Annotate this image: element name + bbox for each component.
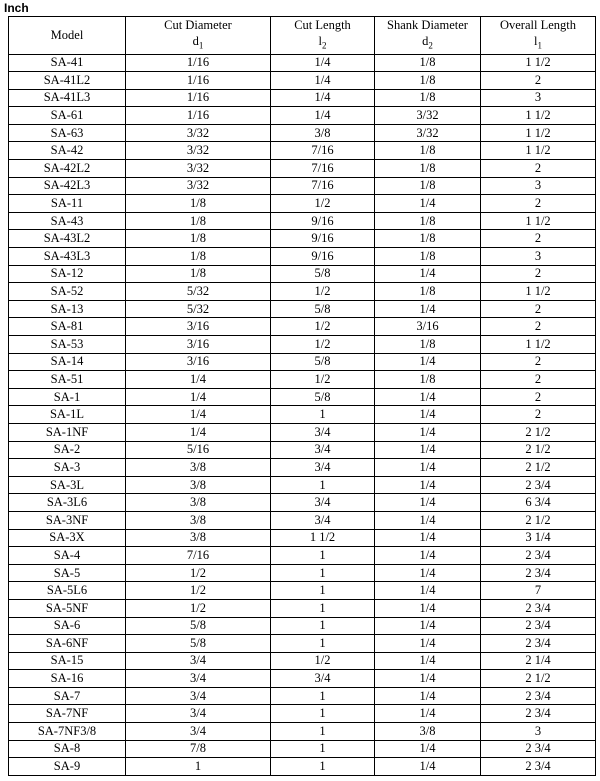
overall-length-cell: 2 <box>481 160 596 178</box>
table-row <box>9 529 596 547</box>
overall-length-cell: 2 <box>481 353 596 371</box>
overall-length-cell: 2 1/2 <box>481 511 596 529</box>
header-symbol: $l_1$ <box>534 34 542 51</box>
table-row <box>9 388 596 406</box>
overall-length-cell: 1 1/2 <box>481 283 596 301</box>
cut-diameter-cell: 1/8 <box>126 212 271 230</box>
shank-diameter-cell: 1/4 <box>375 582 481 600</box>
table-row <box>9 124 596 142</box>
cut-diameter-cell: 3/8 <box>126 494 271 512</box>
model-cell: SA-41L3 <box>9 89 126 107</box>
table-row <box>9 177 596 195</box>
cut-diameter-cell: 1/8 <box>126 265 271 283</box>
model-cell: SA-51 <box>9 371 126 389</box>
table-row <box>9 300 596 318</box>
table-row <box>9 195 596 213</box>
shank-diameter-cell: 1/4 <box>375 635 481 653</box>
cut-length-cell: 1/4 <box>271 72 375 90</box>
cut-length-cell: 1 <box>271 564 375 582</box>
cut-length-cell: 5/8 <box>271 265 375 283</box>
shank-diameter-cell: 1/8 <box>375 336 481 354</box>
cut-length-cell: 1 <box>271 582 375 600</box>
cut-length-cell: 1 <box>271 406 375 424</box>
model-cell: SA-42L3 <box>9 177 126 195</box>
overall-length-cell: 1 1/2 <box>481 142 596 160</box>
header-label: Cut Diameter <box>164 18 232 32</box>
cut-length-cell: 3/4 <box>271 511 375 529</box>
model-cell: SA-3 <box>9 459 126 477</box>
cut-diameter-cell: 3/4 <box>126 705 271 723</box>
header-row <box>9 17 596 55</box>
header-label: Overall Length <box>499 18 576 32</box>
overall-length-cell: 2 3/4 <box>481 705 596 723</box>
table-row <box>9 547 596 565</box>
shank-diameter-cell: 1/4 <box>375 599 481 617</box>
cut-diameter-cell: 1/4 <box>126 371 271 389</box>
cut-length-cell: 1 <box>271 687 375 705</box>
cut-diameter-cell: 1/16 <box>126 54 271 72</box>
cut-diameter-cell: 1/2 <box>126 582 271 600</box>
table-row <box>9 142 596 160</box>
cut-diameter-cell: 7/8 <box>126 740 271 758</box>
table-body <box>9 54 596 775</box>
table-row <box>9 353 596 371</box>
cut-diameter-cell: 1/16 <box>126 72 271 90</box>
header-overall-length <box>481 17 596 55</box>
cut-diameter-cell: 5/8 <box>126 635 271 653</box>
cut-length-cell: 1/2 <box>271 652 375 670</box>
model-cell: SA-2 <box>9 441 126 459</box>
overall-length-cell: 2 <box>481 195 596 213</box>
shank-diameter-cell: 1/4 <box>375 670 481 688</box>
shank-diameter-cell: 1/4 <box>375 758 481 776</box>
cut-diameter-cell: 3/32 <box>126 124 271 142</box>
cut-length-cell: 1 1/2 <box>271 529 375 547</box>
shank-diameter-cell: 3/32 <box>375 124 481 142</box>
table-row <box>9 476 596 494</box>
model-cell: SA-11 <box>9 195 126 213</box>
overall-length-cell: 2 <box>481 318 596 336</box>
table-row <box>9 212 596 230</box>
cut-diameter-cell: 3/16 <box>126 336 271 354</box>
overall-length-cell: 1 1/2 <box>481 54 596 72</box>
table-row <box>9 318 596 336</box>
overall-length-cell: 2 3/4 <box>481 758 596 776</box>
overall-length-cell: 3 1/4 <box>481 529 596 547</box>
model-cell: SA-41 <box>9 54 126 72</box>
shank-diameter-cell: 1/8 <box>375 283 481 301</box>
table-row <box>9 723 596 741</box>
cut-length-cell: 1 <box>271 723 375 741</box>
cut-diameter-cell: 3/32 <box>126 177 271 195</box>
cut-diameter-cell: 1/4 <box>126 406 271 424</box>
shank-diameter-cell: 1/4 <box>375 353 481 371</box>
cut-diameter-cell: 1/8 <box>126 230 271 248</box>
shank-diameter-cell: 1/4 <box>375 547 481 565</box>
shank-diameter-cell: 1/8 <box>375 54 481 72</box>
cut-diameter-cell: 3/4 <box>126 670 271 688</box>
cut-diameter-cell: 3/32 <box>126 142 271 160</box>
table-row <box>9 459 596 477</box>
overall-length-cell: 2 3/4 <box>481 547 596 565</box>
shank-diameter-cell: 3/8 <box>375 723 481 741</box>
overall-length-cell: 2 3/4 <box>481 687 596 705</box>
shank-diameter-cell: 1/4 <box>375 564 481 582</box>
shank-diameter-cell: 1/4 <box>375 300 481 318</box>
shank-diameter-cell: 1/4 <box>375 265 481 283</box>
model-cell: SA-3L <box>9 476 126 494</box>
cut-length-cell: 1 <box>271 476 375 494</box>
model-cell: SA-15 <box>9 652 126 670</box>
shank-diameter-cell: 1/4 <box>375 441 481 459</box>
cut-length-cell: 1/2 <box>271 371 375 389</box>
table-row <box>9 406 596 424</box>
header-label: Shank Diameter <box>387 18 468 32</box>
overall-length-cell: 2 1/2 <box>481 670 596 688</box>
overall-length-cell: 3 <box>481 248 596 266</box>
overall-length-cell: 2 3/4 <box>481 635 596 653</box>
table-row <box>9 599 596 617</box>
header-cut-diameter <box>126 17 271 55</box>
overall-length-cell: 2 3/4 <box>481 564 596 582</box>
cut-length-cell: 1 <box>271 617 375 635</box>
table-row <box>9 740 596 758</box>
cut-diameter-cell: 3/8 <box>126 529 271 547</box>
shank-diameter-cell: 1/8 <box>375 371 481 389</box>
cut-length-cell: 3/4 <box>271 423 375 441</box>
overall-length-cell: 1 1/2 <box>481 124 596 142</box>
cut-diameter-cell: 3/16 <box>126 353 271 371</box>
shank-diameter-cell: 3/16 <box>375 318 481 336</box>
model-cell: SA-5L6 <box>9 582 126 600</box>
table-row <box>9 582 596 600</box>
model-cell: SA-3L6 <box>9 494 126 512</box>
model-cell: SA-52 <box>9 283 126 301</box>
cut-length-cell: 3/8 <box>271 124 375 142</box>
table-row <box>9 758 596 776</box>
shank-diameter-cell: 1/4 <box>375 511 481 529</box>
cut-length-cell: 1 <box>271 635 375 653</box>
table-row <box>9 371 596 389</box>
cut-length-cell: 9/16 <box>271 248 375 266</box>
overall-length-cell: 2 <box>481 388 596 406</box>
model-cell: SA-13 <box>9 300 126 318</box>
model-cell: SA-9 <box>9 758 126 776</box>
table-row <box>9 617 596 635</box>
table-row <box>9 670 596 688</box>
model-cell: SA-6NF <box>9 635 126 653</box>
overall-length-cell: 1 1/2 <box>481 107 596 125</box>
cut-diameter-cell: 1/2 <box>126 564 271 582</box>
table-row <box>9 230 596 248</box>
header-label: Cut Length <box>294 18 351 32</box>
cut-length-cell: 3/4 <box>271 670 375 688</box>
cut-length-cell: 5/8 <box>271 353 375 371</box>
overall-length-cell: 2 <box>481 406 596 424</box>
cut-length-cell: 1 <box>271 547 375 565</box>
overall-length-cell: 2 1/2 <box>481 441 596 459</box>
cut-length-cell: 1/2 <box>271 195 375 213</box>
table-row <box>9 160 596 178</box>
cut-diameter-cell: 1/2 <box>126 599 271 617</box>
shank-diameter-cell: 1/4 <box>375 740 481 758</box>
shank-diameter-cell: 1/8 <box>375 230 481 248</box>
shank-diameter-cell: 3/32 <box>375 107 481 125</box>
cut-diameter-cell: 1/16 <box>126 107 271 125</box>
header-symbol: $l_2$ <box>318 34 327 51</box>
shank-diameter-cell: 1/8 <box>375 89 481 107</box>
shank-diameter-cell: 1/4 <box>375 195 481 213</box>
cut-length-cell: 1 <box>271 599 375 617</box>
model-cell: SA-3NF <box>9 511 126 529</box>
cut-diameter-cell: 3/16 <box>126 318 271 336</box>
cut-length-cell: 1 <box>271 705 375 723</box>
shank-diameter-cell: 1/4 <box>375 476 481 494</box>
model-cell: SA-5NF <box>9 599 126 617</box>
model-cell: SA-81 <box>9 318 126 336</box>
table-caption: Inch <box>4 1 29 15</box>
table-row <box>9 283 596 301</box>
cut-length-cell: 1/4 <box>271 89 375 107</box>
overall-length-cell: 2 1/2 <box>481 423 596 441</box>
shank-diameter-cell: 1/8 <box>375 72 481 90</box>
cut-diameter-cell: 3/4 <box>126 723 271 741</box>
cut-length-cell: 1/2 <box>271 318 375 336</box>
shank-diameter-cell: 1/4 <box>375 529 481 547</box>
overall-length-cell: 2 <box>481 371 596 389</box>
model-cell: SA-12 <box>9 265 126 283</box>
cut-diameter-cell: 1/8 <box>126 248 271 266</box>
model-cell: SA-5 <box>9 564 126 582</box>
cut-length-cell: 3/4 <box>271 441 375 459</box>
header-symbol: $d_1$ <box>192 34 204 51</box>
model-cell: SA-14 <box>9 353 126 371</box>
model-cell: SA-1NF <box>9 423 126 441</box>
table-row <box>9 635 596 653</box>
model-cell: SA-4 <box>9 547 126 565</box>
table-row <box>9 687 596 705</box>
overall-length-cell: 7 <box>481 582 596 600</box>
model-cell: SA-63 <box>9 124 126 142</box>
cut-diameter-cell: 1 <box>126 758 271 776</box>
cut-diameter-cell: 7/16 <box>126 547 271 565</box>
overall-length-cell: 2 <box>481 72 596 90</box>
table-row <box>9 336 596 354</box>
cut-length-cell: 7/16 <box>271 142 375 160</box>
spec-table <box>8 16 596 776</box>
cut-diameter-cell: 3/8 <box>126 459 271 477</box>
shank-diameter-cell: 1/8 <box>375 248 481 266</box>
cut-diameter-cell: 5/32 <box>126 300 271 318</box>
overall-length-cell: 1 1/2 <box>481 336 596 354</box>
table-row <box>9 54 596 72</box>
overall-length-cell: 2 <box>481 265 596 283</box>
cut-diameter-cell: 1/16 <box>126 89 271 107</box>
overall-length-cell: 2 3/4 <box>481 617 596 635</box>
cut-length-cell: 1/4 <box>271 107 375 125</box>
cut-length-cell: 7/16 <box>271 177 375 195</box>
cut-diameter-cell: 5/8 <box>126 617 271 635</box>
overall-length-cell: 6 3/4 <box>481 494 596 512</box>
model-cell: SA-43L3 <box>9 248 126 266</box>
cut-diameter-cell: 3/4 <box>126 687 271 705</box>
cut-diameter-cell: 1/4 <box>126 423 271 441</box>
table-row <box>9 652 596 670</box>
table-row <box>9 705 596 723</box>
model-cell: SA-43 <box>9 212 126 230</box>
model-cell: SA-8 <box>9 740 126 758</box>
header-shank-diameter <box>375 17 481 55</box>
table-row <box>9 72 596 90</box>
shank-diameter-cell: 1/4 <box>375 652 481 670</box>
shank-diameter-cell: 1/4 <box>375 406 481 424</box>
shank-diameter-cell: 1/8 <box>375 160 481 178</box>
shank-diameter-cell: 1/4 <box>375 388 481 406</box>
shank-diameter-cell: 1/4 <box>375 494 481 512</box>
cut-diameter-cell: 5/32 <box>126 283 271 301</box>
shank-diameter-cell: 1/4 <box>375 459 481 477</box>
model-cell: SA-43L2 <box>9 230 126 248</box>
overall-length-cell: 2 3/4 <box>481 476 596 494</box>
cut-diameter-cell: 3/8 <box>126 476 271 494</box>
model-cell: SA-53 <box>9 336 126 354</box>
cut-diameter-cell: 5/16 <box>126 441 271 459</box>
model-cell: SA-42 <box>9 142 126 160</box>
model-cell: SA-7NF3/8 <box>9 723 126 741</box>
overall-length-cell: 2 1/4 <box>481 652 596 670</box>
overall-length-cell: 2 <box>481 230 596 248</box>
shank-diameter-cell: 1/4 <box>375 423 481 441</box>
cut-length-cell: 5/8 <box>271 300 375 318</box>
table-row <box>9 89 596 107</box>
cut-length-cell: 1/2 <box>271 336 375 354</box>
overall-length-cell: 2 3/4 <box>481 740 596 758</box>
header-cut-length <box>271 17 375 55</box>
cut-diameter-cell: 3/32 <box>126 160 271 178</box>
table-row <box>9 494 596 512</box>
cut-length-cell: 1/4 <box>271 54 375 72</box>
overall-length-cell: 1 1/2 <box>481 212 596 230</box>
header-model <box>9 17 126 55</box>
cut-diameter-cell: 3/4 <box>126 652 271 670</box>
model-cell: SA-3X <box>9 529 126 547</box>
overall-length-cell: 2 <box>481 300 596 318</box>
table-row <box>9 564 596 582</box>
table-row <box>9 441 596 459</box>
cut-length-cell: 1 <box>271 758 375 776</box>
model-cell: SA-61 <box>9 107 126 125</box>
table-header <box>9 17 596 55</box>
model-cell: SA-41L2 <box>9 72 126 90</box>
cut-length-cell: 7/16 <box>271 160 375 178</box>
cut-length-cell: 5/8 <box>271 388 375 406</box>
table-row <box>9 265 596 283</box>
overall-length-cell: 2 3/4 <box>481 599 596 617</box>
cut-length-cell: 1 <box>271 740 375 758</box>
model-cell: SA-1 <box>9 388 126 406</box>
shank-diameter-cell: 1/8 <box>375 177 481 195</box>
model-cell: SA-6 <box>9 617 126 635</box>
cut-length-cell: 3/4 <box>271 459 375 477</box>
shank-diameter-cell: 1/4 <box>375 687 481 705</box>
model-cell: SA-7 <box>9 687 126 705</box>
shank-diameter-cell: 1/8 <box>375 212 481 230</box>
header-symbol: $d_2$ <box>422 34 433 51</box>
shank-diameter-cell: 1/8 <box>375 142 481 160</box>
cut-length-cell: 9/16 <box>271 230 375 248</box>
cut-length-cell: 1/2 <box>271 283 375 301</box>
overall-length-cell: 3 <box>481 177 596 195</box>
cut-diameter-cell: 1/8 <box>126 195 271 213</box>
model-cell: SA-42L2 <box>9 160 126 178</box>
cut-diameter-cell: 3/8 <box>126 511 271 529</box>
cut-length-cell: 9/16 <box>271 212 375 230</box>
model-cell: SA-16 <box>9 670 126 688</box>
overall-length-cell: 3 <box>481 89 596 107</box>
shank-diameter-cell: 1/4 <box>375 705 481 723</box>
overall-length-cell: 2 1/2 <box>481 459 596 477</box>
overall-length-cell: 3 <box>481 723 596 741</box>
table-row <box>9 248 596 266</box>
model-cell: SA-1L <box>9 406 126 424</box>
table-row <box>9 423 596 441</box>
shank-diameter-cell: 1/4 <box>375 617 481 635</box>
table-row <box>9 107 596 125</box>
header-label: Model <box>50 28 84 43</box>
model-cell: SA-7NF <box>9 705 126 723</box>
table-row <box>9 511 596 529</box>
cut-diameter-cell: 1/4 <box>126 388 271 406</box>
cut-length-cell: 3/4 <box>271 494 375 512</box>
